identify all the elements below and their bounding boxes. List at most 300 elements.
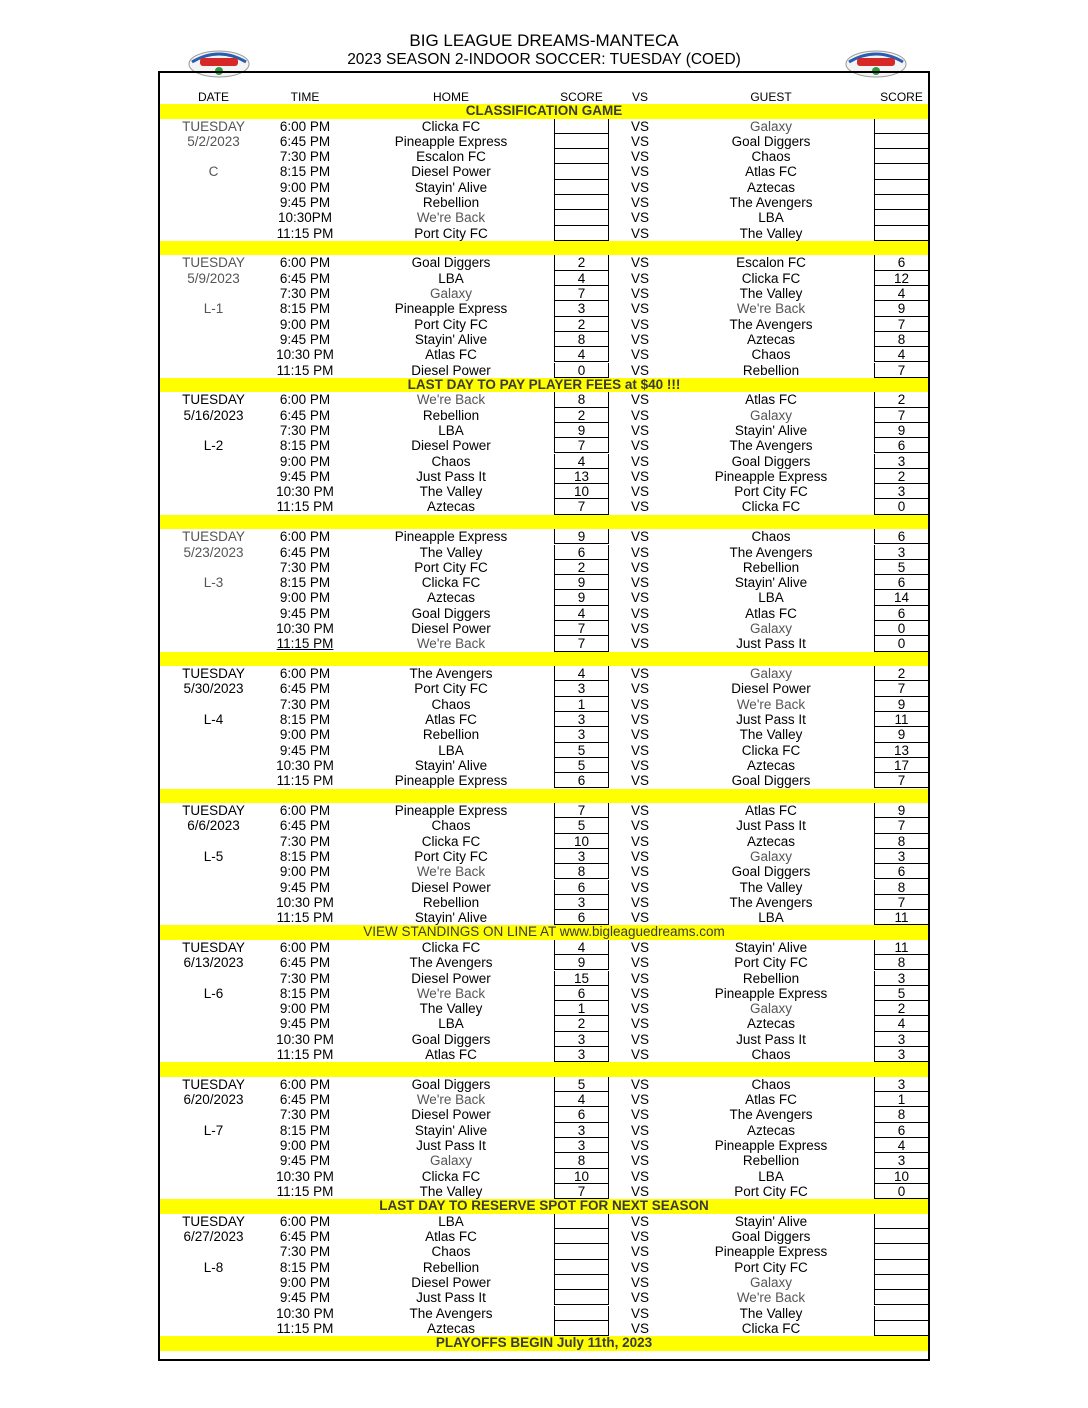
game-time: 8:15 PM: [279, 164, 331, 180]
guest-team: The Valley: [739, 225, 803, 241]
home-score: 4: [577, 605, 586, 621]
guest-score: 13: [893, 742, 910, 758]
date-label: 6/20/2023: [183, 1092, 244, 1108]
guest-team: The Avengers: [729, 1107, 813, 1123]
week-label: L-8: [203, 1259, 224, 1275]
home-team: Just Pass It: [416, 1290, 486, 1306]
table-row: [160, 1184, 928, 1199]
table-row: [160, 1214, 928, 1229]
guest-score: 9: [897, 803, 906, 818]
vs-label: VS: [630, 438, 649, 454]
table-row: [160, 1107, 928, 1122]
home-team: Clicka FC: [421, 118, 481, 134]
guest-score: 1: [897, 1092, 906, 1108]
home-team: Just Pass It: [416, 468, 486, 484]
game-time: 8:15 PM: [279, 848, 331, 864]
vs-label: VS: [630, 1290, 649, 1306]
guest-score-box[interactable]: [874, 1275, 929, 1290]
guest-score: 6: [897, 864, 906, 880]
header-vs: VS: [631, 90, 648, 104]
home-team: We're Back: [416, 636, 486, 652]
guest-score: 3: [897, 1153, 906, 1169]
guest-team: Atlas FC: [745, 164, 797, 180]
guest-team: The Valley: [739, 1305, 803, 1321]
game-time: 11:15 PM: [276, 499, 334, 515]
home-team: Chaos: [431, 1244, 471, 1260]
guest-team: Galaxy: [749, 666, 793, 682]
guest-team: Port City FC: [734, 484, 808, 500]
guest-score: 9: [897, 727, 906, 743]
week-label: L-4: [203, 712, 224, 727]
home-team: Clicka FC: [421, 1168, 481, 1184]
home-score: 5: [577, 742, 586, 758]
table-row: [160, 484, 928, 499]
home-score-box[interactable]: [554, 1244, 609, 1259]
game-time: 8:15 PM: [279, 1122, 331, 1138]
table-header: [160, 90, 928, 104]
guest-score-box[interactable]: [874, 1260, 929, 1275]
table-row: [160, 134, 928, 149]
guest-score: 6: [897, 255, 906, 271]
home-score: 3: [577, 1031, 586, 1047]
game-time: 7:30 PM: [279, 970, 331, 986]
game-time: 6:45 PM: [279, 544, 331, 560]
home-team: Chaos: [431, 453, 471, 469]
guest-team: Rebellion: [742, 1153, 800, 1169]
guest-team: Aztecas: [746, 179, 796, 195]
guest-team: The Valley: [739, 727, 803, 743]
vs-label: VS: [630, 848, 649, 864]
guest-team: Atlas FC: [745, 803, 797, 818]
game-time: 9:00 PM: [279, 864, 331, 880]
guest-score-box[interactable]: [874, 1306, 929, 1321]
home-score: 7: [577, 1183, 586, 1199]
day-label: TUESDAY: [182, 803, 245, 818]
guest-team: Just Pass It: [736, 636, 806, 652]
home-team: LBA: [438, 1016, 464, 1032]
table-row: [160, 712, 928, 727]
day-label: TUESDAY: [182, 529, 245, 545]
table-row: [160, 986, 928, 1001]
table-row: [160, 1260, 928, 1275]
home-team: Galaxy: [429, 286, 473, 301]
section-banner: VIEW STANDINGS ON LINE AT www.bigleaguedreams.com: [160, 925, 928, 940]
vs-label: VS: [630, 1213, 649, 1229]
guest-score-box[interactable]: [874, 1244, 929, 1259]
guest-team: Pineapple Express: [714, 1138, 828, 1153]
table-row: [160, 1016, 928, 1031]
home-score: 6: [577, 773, 586, 789]
guest-team: Stayin' Alive: [734, 1213, 808, 1229]
section-banner: [160, 1062, 928, 1077]
guest-score-box[interactable]: [874, 180, 929, 195]
vs-label: VS: [630, 149, 649, 165]
guest-team: Aztecas: [746, 757, 796, 773]
home-score: 7: [577, 621, 586, 636]
guest-team: Pineapple Express: [714, 1244, 828, 1260]
game-time: 7:30 PM: [279, 696, 331, 712]
guest-score: 9: [897, 696, 906, 712]
game-time: 6:45 PM: [279, 818, 331, 834]
vs-label: VS: [630, 605, 649, 621]
game-time: 7:30 PM: [279, 559, 331, 575]
week-label: L-7: [203, 1122, 224, 1138]
home-team: The Valley: [419, 1001, 483, 1017]
header-home: HOME: [433, 90, 469, 104]
home-score-box[interactable]: [554, 1229, 609, 1244]
guest-score: 9: [897, 301, 906, 317]
home-score: 2: [577, 407, 586, 423]
table-row: [160, 164, 928, 179]
game-time: 6:45 PM: [279, 407, 331, 423]
home-score: 7: [577, 499, 586, 515]
table-row: [160, 1032, 928, 1047]
guest-team: Atlas FC: [745, 1092, 797, 1108]
section-banner: [160, 652, 928, 667]
home-score: 9: [577, 575, 586, 591]
guest-team: Clicka FC: [741, 742, 801, 758]
guest-score-box[interactable]: [874, 226, 929, 241]
vs-label: VS: [630, 727, 649, 743]
guest-team: We're Back: [736, 1290, 806, 1306]
date-label: 5/23/2023: [183, 544, 244, 560]
guest-score-box[interactable]: [874, 119, 929, 134]
day-label: TUESDAY: [182, 1213, 245, 1229]
game-time: 7:30 PM: [279, 1107, 331, 1123]
guest-score-box[interactable]: [874, 1214, 929, 1229]
home-score: 2: [577, 1016, 586, 1032]
guest-team: Aztecas: [746, 1122, 796, 1138]
home-team: Goal Diggers: [411, 255, 491, 271]
vs-label: VS: [630, 1107, 649, 1123]
home-score: 3: [577, 1047, 586, 1062]
table-row: [160, 681, 928, 696]
table-row: [160, 454, 928, 469]
home-score: 4: [577, 939, 586, 955]
vs-label: VS: [630, 195, 649, 210]
table-row: [160, 1138, 928, 1153]
game-time: 9:45 PM: [279, 879, 331, 895]
home-team: Chaos: [431, 818, 471, 834]
table-row: [160, 1001, 928, 1016]
game-time: 6:00 PM: [279, 255, 331, 271]
guest-team: Rebellion: [742, 362, 800, 378]
table-row: [160, 1123, 928, 1138]
home-team: Aztecas: [426, 1320, 476, 1336]
guest-team: Atlas FC: [745, 392, 797, 408]
guest-score: 17: [893, 757, 910, 773]
guest-team: Aztecas: [746, 833, 796, 849]
vs-label: VS: [630, 970, 649, 986]
home-team: Atlas FC: [425, 1047, 477, 1062]
guest-team: Aztecas: [746, 1016, 796, 1032]
home-team: Atlas FC: [425, 1229, 477, 1244]
vs-label: VS: [630, 1320, 649, 1336]
vs-label: VS: [630, 621, 649, 636]
vs-label: VS: [630, 1244, 649, 1260]
guest-score-box[interactable]: [874, 134, 929, 149]
guest-team: Galaxy: [749, 118, 793, 134]
vs-label: VS: [630, 773, 649, 789]
guest-score: 5: [897, 985, 906, 1001]
guest-score-box[interactable]: [874, 1290, 929, 1305]
home-score: 6: [577, 544, 586, 560]
guest-team: Galaxy: [749, 848, 793, 864]
vs-label: VS: [630, 1016, 649, 1032]
home-score-box[interactable]: [554, 210, 609, 225]
guest-score: 2: [897, 392, 906, 408]
guest-team: The Avengers: [729, 316, 813, 332]
home-team: Diesel Power: [411, 362, 491, 378]
home-score-box[interactable]: [554, 164, 609, 179]
home-team: Stayin' Alive: [414, 179, 488, 195]
game-time: 7:30 PM: [279, 833, 331, 849]
vs-label: VS: [630, 210, 649, 226]
guest-score: 3: [897, 848, 906, 864]
vs-label: VS: [630, 1076, 649, 1092]
vs-label: VS: [630, 225, 649, 241]
game-time: 6:45 PM: [279, 1092, 331, 1108]
home-score: 1: [577, 696, 586, 712]
home-score: 10: [573, 1168, 590, 1184]
home-team: Clicka FC: [421, 939, 481, 955]
home-score-box[interactable]: [554, 1275, 609, 1290]
vs-label: VS: [630, 1047, 649, 1062]
game-time: 6:00 PM: [279, 939, 331, 955]
home-team: Clicka FC: [421, 833, 481, 849]
table-row: [160, 545, 928, 560]
guest-score: 4: [897, 1016, 906, 1032]
game-time: 10:30 PM: [276, 621, 334, 636]
table-row: [160, 149, 928, 164]
table-row: [160, 1321, 928, 1336]
guest-team: LBA: [758, 910, 784, 926]
game-time: 9:45 PM: [279, 195, 331, 210]
home-team: Stayin' Alive: [414, 910, 488, 926]
table-row: [160, 347, 928, 362]
game-time: 8:15 PM: [279, 575, 331, 591]
table-row: [160, 392, 928, 407]
vs-label: VS: [630, 301, 649, 317]
home-score: 9: [577, 529, 586, 545]
guest-score: 6: [897, 438, 906, 454]
guest-score: 11: [894, 712, 909, 727]
table-row: [160, 1275, 928, 1290]
vs-label: VS: [630, 453, 649, 469]
game-time: 11:15 PM: [276, 1047, 334, 1062]
table-row: [160, 818, 928, 833]
home-score: 15: [573, 970, 590, 986]
guest-score: 4: [897, 1138, 906, 1153]
day-label: TUESDAY: [182, 939, 245, 955]
guest-team: Stayin' Alive: [734, 422, 808, 438]
vs-label: VS: [630, 1274, 649, 1290]
home-score: 8: [577, 392, 586, 408]
table-row: [160, 758, 928, 773]
vs-label: VS: [630, 468, 649, 484]
game-time: 9:45 PM: [279, 1290, 331, 1306]
game-time: 6:45 PM: [279, 270, 331, 286]
home-score-box[interactable]: [554, 1214, 609, 1229]
guest-score: 3: [897, 544, 906, 560]
guest-score-box[interactable]: [874, 195, 929, 210]
home-team: Port City FC: [414, 225, 488, 241]
home-team: The Avengers: [409, 955, 493, 971]
home-score: 3: [577, 681, 586, 697]
table-row: [160, 363, 928, 378]
guest-score-box[interactable]: [874, 1229, 929, 1244]
home-score-box[interactable]: [554, 1306, 609, 1321]
guest-score: 0: [897, 499, 906, 515]
home-team: Rebellion: [422, 1259, 480, 1275]
vs-label: VS: [630, 1168, 649, 1184]
home-team: Pineapple Express: [394, 773, 508, 789]
home-score: 9: [577, 590, 586, 606]
home-score: 1: [577, 1001, 586, 1017]
vs-label: VS: [630, 1229, 649, 1244]
guest-score-box[interactable]: [874, 1321, 929, 1336]
home-team: Rebellion: [422, 195, 480, 210]
home-score-box[interactable]: [554, 149, 609, 164]
date-label: 6/6/2023: [187, 818, 240, 834]
day-label: TUESDAY: [182, 255, 245, 271]
table-row: [160, 743, 928, 758]
home-score-box[interactable]: [554, 1260, 609, 1275]
guest-team: Clicka FC: [741, 270, 801, 286]
vs-label: VS: [630, 1031, 649, 1047]
home-team: Atlas FC: [425, 712, 477, 727]
vs-label: VS: [630, 864, 649, 880]
home-team: Diesel Power: [411, 879, 491, 895]
header-guest: GUEST: [750, 90, 792, 104]
home-team: Aztecas: [426, 590, 476, 606]
home-score-box[interactable]: [554, 119, 609, 134]
home-score-box[interactable]: [554, 226, 609, 241]
table-row: [160, 286, 928, 301]
home-team: Pineapple Express: [394, 529, 508, 545]
vs-label: VS: [630, 1259, 649, 1275]
vs-label: VS: [630, 803, 649, 818]
vs-label: VS: [630, 985, 649, 1001]
guest-score: 6: [897, 575, 906, 591]
guest-score: 8: [897, 833, 906, 849]
home-team: Stayin' Alive: [414, 331, 488, 347]
vs-label: VS: [630, 666, 649, 682]
guest-team: The Valley: [739, 286, 803, 301]
guest-score-box[interactable]: [874, 210, 929, 225]
home-score-box[interactable]: [554, 134, 609, 149]
guest-score: 7: [897, 407, 906, 423]
vs-label: VS: [630, 636, 649, 652]
table-row: [160, 1306, 928, 1321]
home-score: 10: [573, 484, 590, 500]
home-score: 3: [577, 301, 586, 317]
home-team: Pineapple Express: [394, 133, 508, 149]
vs-label: VS: [630, 164, 649, 180]
home-team: Port City FC: [414, 848, 488, 864]
guest-score-box[interactable]: [874, 149, 929, 164]
week-label: L-1: [203, 301, 224, 317]
vs-label: VS: [630, 1092, 649, 1108]
game-time: 6:00 PM: [279, 666, 331, 682]
guest-score: 5: [897, 559, 906, 575]
game-time: 10:30 PM: [276, 894, 334, 910]
home-team: Stayin' Alive: [414, 757, 488, 773]
vs-label: VS: [630, 316, 649, 332]
vs-label: VS: [630, 1153, 649, 1169]
vs-label: VS: [630, 133, 649, 149]
guest-score: 7: [897, 894, 906, 910]
home-score: 4: [577, 453, 586, 469]
game-time: 11:15 PM: [276, 910, 334, 926]
game-time: 11:15 PM: [276, 773, 334, 789]
home-team: We're Back: [416, 392, 486, 408]
guest-score: 0: [897, 621, 906, 636]
table-row: [160, 666, 928, 681]
guest-team: Chaos: [751, 347, 791, 363]
vs-label: VS: [630, 179, 649, 195]
table-row: [160, 195, 928, 210]
game-time: 7:30 PM: [279, 286, 331, 301]
home-team: Escalon FC: [416, 149, 486, 165]
schedule-table: [158, 71, 930, 1361]
game-time: 10:30 PM: [276, 484, 334, 500]
guest-score-box[interactable]: [874, 164, 929, 179]
home-score-box[interactable]: [554, 1321, 609, 1336]
guest-score: 9: [897, 422, 906, 438]
vs-label: VS: [630, 118, 649, 134]
week-label: C: [208, 164, 219, 180]
guest-team: Pineapple Express: [714, 468, 828, 484]
table-row: [160, 317, 928, 332]
table-row: [160, 423, 928, 438]
vs-label: VS: [630, 270, 649, 286]
home-team: We're Back: [416, 864, 486, 880]
home-score-box[interactable]: [554, 195, 609, 210]
home-score: 6: [577, 910, 586, 926]
guest-score: 8: [897, 955, 906, 971]
guest-team: LBA: [758, 1168, 784, 1184]
guest-team: Diesel Power: [731, 681, 811, 697]
guest-score: 6: [897, 529, 906, 545]
home-score-box[interactable]: [554, 1290, 609, 1305]
table-row: [160, 271, 928, 286]
game-time: 10:30 PM: [276, 347, 334, 363]
game-time: 9:45 PM: [279, 742, 331, 758]
guest-team: Galaxy: [749, 621, 793, 636]
guest-team: Chaos: [751, 1076, 791, 1092]
guest-score: 7: [897, 773, 906, 789]
game-time: 7:30 PM: [279, 1244, 331, 1260]
guest-score: 3: [897, 1031, 906, 1047]
table-row: [160, 210, 928, 225]
vs-label: VS: [630, 575, 649, 591]
guest-team: Aztecas: [746, 331, 796, 347]
table-row: [160, 727, 928, 742]
page-subtitle: 2023 SEASON 2-INDOOR SOCCER: TUESDAY (COED): [347, 51, 741, 68]
home-team: Pineapple Express: [394, 301, 508, 317]
vs-label: VS: [630, 910, 649, 926]
home-score: 8: [577, 864, 586, 880]
game-time: 9:00 PM: [279, 590, 331, 606]
home-score: 6: [577, 879, 586, 895]
guest-score: 10: [893, 1168, 910, 1184]
vs-label: VS: [630, 347, 649, 363]
guest-team: Galaxy: [749, 1001, 793, 1017]
home-team: Diesel Power: [411, 1107, 491, 1123]
home-score-box[interactable]: [554, 180, 609, 195]
home-score: 7: [577, 636, 586, 652]
